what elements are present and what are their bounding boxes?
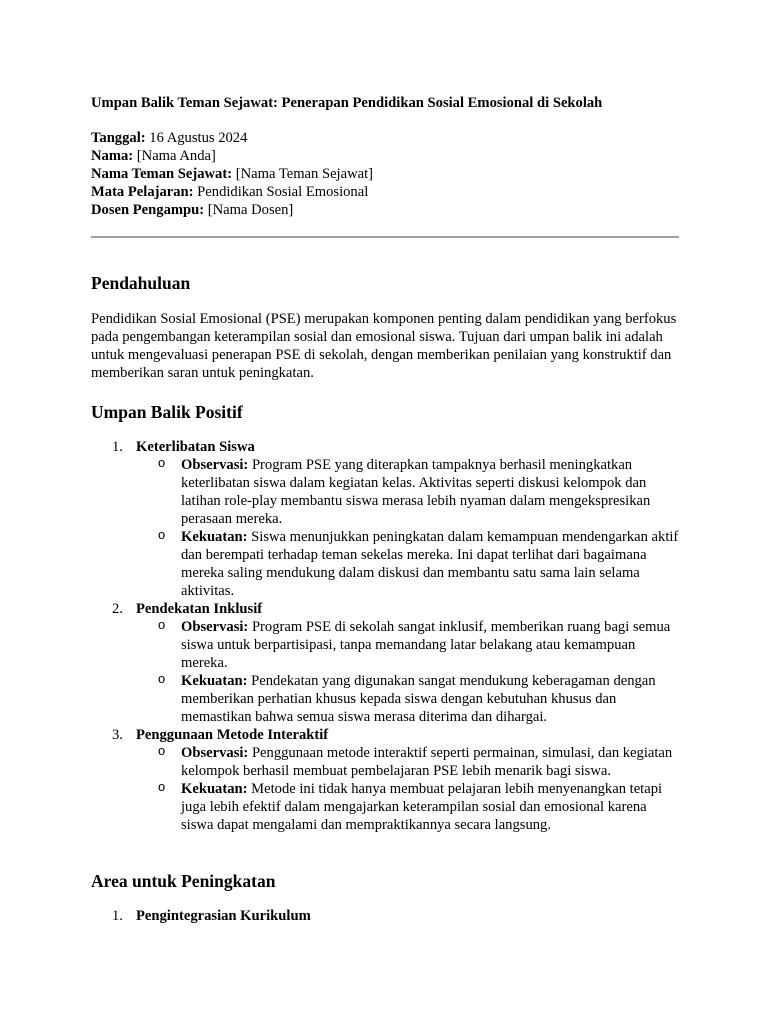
list-item (91, 600, 679, 618)
sub-item (91, 528, 679, 600)
meta-lecturer (91, 201, 373, 219)
heading-improvement: Area untuk Peningkatan (91, 871, 276, 891)
item-title: Keterlibatan Siswa (136, 439, 255, 455)
bullet-icon: o (158, 527, 166, 542)
bullet-icon: o (158, 743, 166, 758)
bullet-icon: o (158, 779, 166, 794)
item-title: Penggunaan Metode Interaktif (136, 727, 329, 743)
meta-date (91, 129, 373, 147)
bullet-icon: o (158, 671, 166, 686)
sub-label: Kekuatan: (181, 673, 248, 689)
sub-text: Penggunaan metode interaktif seperti permainan, simulasi, dan kegiatan kelompok berhasil membuat pembelajaran PSE lebih menarik bagi siswa. (181, 745, 673, 779)
sub-text: Program PSE di sekolah sangat inklusif, memberikan ruang bagi semua siswa untuk berpartisipasi, tanpa memandang latar belakang atau kemampuan mereka. (181, 619, 671, 671)
meta-subject-value: Pendidikan Sosial Emosional (193, 184, 369, 200)
sub-label: Observasi: (181, 745, 249, 761)
sub-text: Pendekatan yang digunakan sangat mendukung keberagaman dengan memberikan perhatian khusus kepada siswa dengan kebutuhan khusus dan memastikan bahwa semua siswa merasa diterima dan dihargai. (181, 673, 656, 725)
sub-label: Kekuatan: (181, 781, 248, 797)
meta-date-value: 16 Agustus 2024 (145, 130, 248, 146)
list-item (91, 438, 679, 456)
meta-lecturer-value: [Nama Dosen] (204, 202, 294, 218)
sub-label: Observasi: (181, 619, 249, 635)
positive-list (91, 438, 679, 834)
item-number: 1. (112, 439, 123, 455)
sub-label: Observasi: (181, 457, 249, 473)
meta-lecturer-label: Dosen Pengampu: (91, 202, 205, 218)
sub-text: Program PSE yang diterapkan tampaknya berhasil meningkatkan keterlibatan siswa dalam kegiatan kelas. Aktivitas seperti diskusi kelompok dan latihan role-play membantu siswa merasa lebih nyaman dalam mengekspresikan perasaan mereka. (181, 457, 651, 527)
sub-label: Kekuatan: (181, 529, 248, 545)
sub-text: Siswa menunjukkan peningkatan dalam kemampuan mendengarkan aktif dan berempati terhadap teman sekelas mereka. Ini dapat terlihat dari bagaimana mereka saling mendukung dalam diskusi dan membantu satu sama lain selama aktivitas. (181, 529, 679, 599)
item-title: Pendekatan Inklusif (136, 601, 263, 617)
heading-intro: Pendahuluan (91, 273, 191, 293)
sub-item (91, 672, 679, 726)
item-number: 3. (112, 727, 123, 743)
list-item (91, 907, 679, 925)
heading-positive: Umpan Balik Positif (91, 402, 243, 422)
document-meta (91, 129, 373, 219)
meta-name-value: [Nama Anda] (133, 148, 216, 164)
meta-name (91, 147, 373, 165)
sub-item (91, 618, 679, 672)
meta-name-label: Nama: (91, 148, 134, 164)
bullet-icon: o (158, 455, 166, 470)
meta-subject-label: Mata Pelajaran: (91, 184, 194, 200)
intro-paragraph: Pendidikan Sosial Emosional (PSE) merupakan komponen penting dalam pendidikan yang berfokus pada pengembangan keterampilan sosial dan emosional siswa. Tujuan dari umpan balik ini adalah untuk mengevaluasi penerapan PSE di sekolah, dengan memberikan penilaian yang konstruktif dan memberikan saran untuk peningkatan. (91, 311, 677, 381)
meta-peer (91, 165, 373, 183)
sub-item (91, 456, 679, 528)
meta-peer-value: [Nama Teman Sejawat] (232, 166, 374, 182)
improvement-list (91, 907, 679, 925)
item-number: 1. (112, 908, 123, 924)
item-title: Pengintegrasian Kurikulum (136, 908, 311, 924)
horizontal-divider (91, 236, 679, 238)
document-title: Umpan Balik Teman Sejawat: Penerapan Pendidikan Sosial Emosional di Sekolah (91, 95, 603, 111)
sub-item (91, 780, 679, 834)
meta-date-label: Tanggal: (91, 130, 146, 146)
sub-text: Metode ini tidak hanya membuat pelajaran lebih menyenangkan tetapi juga lebih efektif dalam mengajarkan keterampilan sosial dan emosional karena siswa dapat mengalami dan mempraktikannya secara langsung. (181, 781, 663, 833)
meta-peer-label: Nama Teman Sejawat: (91, 166, 233, 182)
bullet-icon: o (158, 617, 166, 632)
item-number: 2. (112, 601, 123, 617)
list-item (91, 726, 679, 744)
sub-item (91, 744, 679, 780)
meta-subject (91, 183, 373, 201)
